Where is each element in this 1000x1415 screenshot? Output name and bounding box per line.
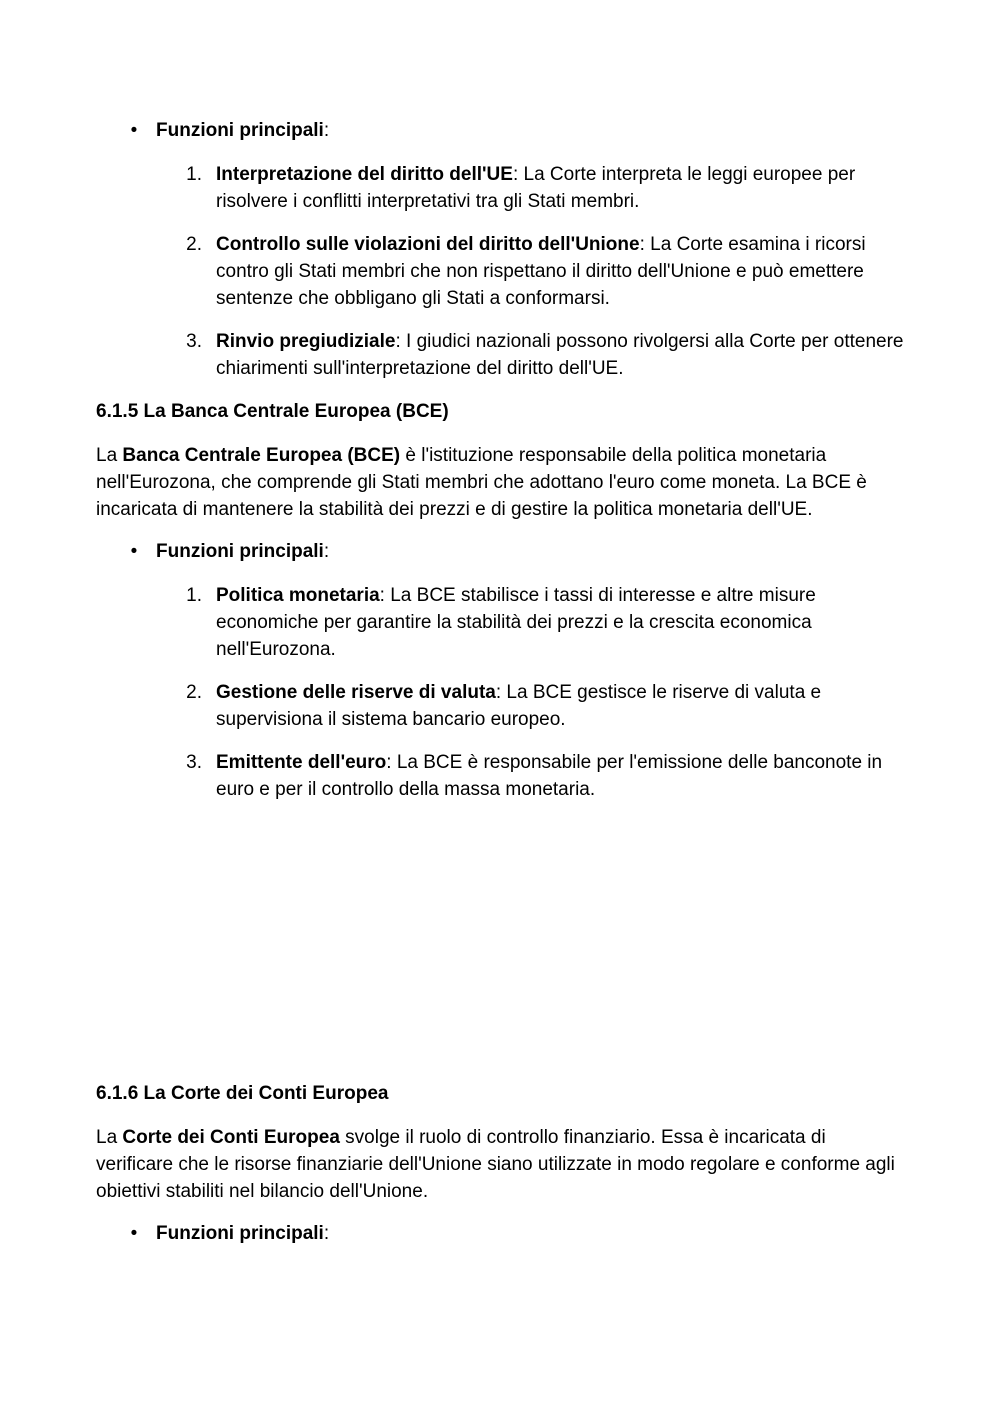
- intro-term: Banca Centrale Europea (BCE): [122, 445, 401, 466]
- bullet-suffix: :: [323, 541, 330, 562]
- list-term: Emittente dell'euro: [216, 752, 387, 773]
- intro-text: svolge il ruolo di controllo finanziario. Essa è incaricata di verificare che le risorse finanziarie dell'Unione siano utilizzate in modo regolare e conforme agli obiettivi stabiliti nel bilancio dell'Unione.: [96, 1127, 895, 1202]
- list-number: 2.: [186, 234, 202, 255]
- list-text: : La Corte interpreta le leggi europee per risolvere i conflitti interpretativi tra gli Stati membri.: [216, 164, 856, 212]
- list-term: Interpretazione del diritto dell'UE: [216, 164, 513, 185]
- list-item-ue-1: [96, 161, 916, 215]
- bullet-dot: •: [130, 541, 138, 562]
- list-number: 1.: [186, 585, 202, 606]
- bullet-label: Funzioni principali: [156, 541, 324, 562]
- list-text: : I giudici nazionali possono rivolgersi alla Corte per ottenere chiarimenti sull'interpretazione del diritto dell'UE.: [216, 331, 904, 379]
- intro-text: è l'istituzione responsabile della politica monetaria nell'Eurozona, che comprende gli Stati membri che adottano l'euro come moneta. La BCE è incaricata di mantenere la stabilità dei prezzi e di gestire la politica monetaria dell'UE.: [96, 445, 867, 520]
- list-text: : La BCE stabilisce i tassi di interesse e altre misure economiche per garantire la stabilità dei prezzi e la crescita economica nell'Eurozona.: [216, 585, 816, 660]
- bullet-label: Funzioni principali: [156, 1223, 324, 1244]
- list-item-ue-3: [96, 328, 916, 382]
- paragraph-corte-conti-intro: [96, 1124, 906, 1205]
- list-term: Gestione delle riserve di valuta: [216, 682, 496, 703]
- list-item-bce-3: [96, 749, 916, 803]
- list-item-bce-1: [96, 582, 916, 663]
- bullet-suffix: :: [323, 1223, 330, 1244]
- list-term: Controllo sulle violazioni del diritto dell'Unione: [216, 234, 640, 255]
- bullet-label: Funzioni principali: [156, 120, 324, 141]
- heading-bce: 6.1.5 La Banca Centrale Europea (BCE): [96, 401, 449, 422]
- list-text: : La Corte esamina i ricorsi contro gli Stati membri che non rispettano il diritto dell'Unione e può emettere sentenze che obbligano gli Stati a conformarsi.: [216, 234, 866, 309]
- intro-prefix: La: [96, 445, 123, 466]
- heading-corte-conti: 6.1.6 La Corte dei Conti Europea: [96, 1083, 389, 1104]
- list-number: 3.: [186, 752, 202, 773]
- bullet-suffix: :: [323, 120, 330, 141]
- intro-prefix: La: [96, 1127, 123, 1148]
- paragraph-bce-intro: [96, 442, 906, 523]
- list-term: Politica monetaria: [216, 585, 380, 606]
- bullet-dot: •: [130, 1223, 138, 1244]
- list-item-bce-2: [96, 679, 916, 733]
- list-text: : La BCE gestisce le riserve di valuta e supervisiona il sistema bancario europeo.: [216, 682, 822, 730]
- list-text: : La BCE è responsabile per l'emissione delle banconote in euro e per il controllo della massa monetaria.: [216, 752, 883, 800]
- list-term: Rinvio pregiudiziale: [216, 331, 396, 352]
- intro-term: Corte dei Conti Europea: [122, 1127, 340, 1148]
- list-number: 2.: [186, 682, 202, 703]
- list-number: 1.: [186, 164, 202, 185]
- bullet-dot: •: [130, 120, 138, 141]
- list-item-ue-2: [96, 231, 916, 312]
- list-number: 3.: [186, 331, 202, 352]
